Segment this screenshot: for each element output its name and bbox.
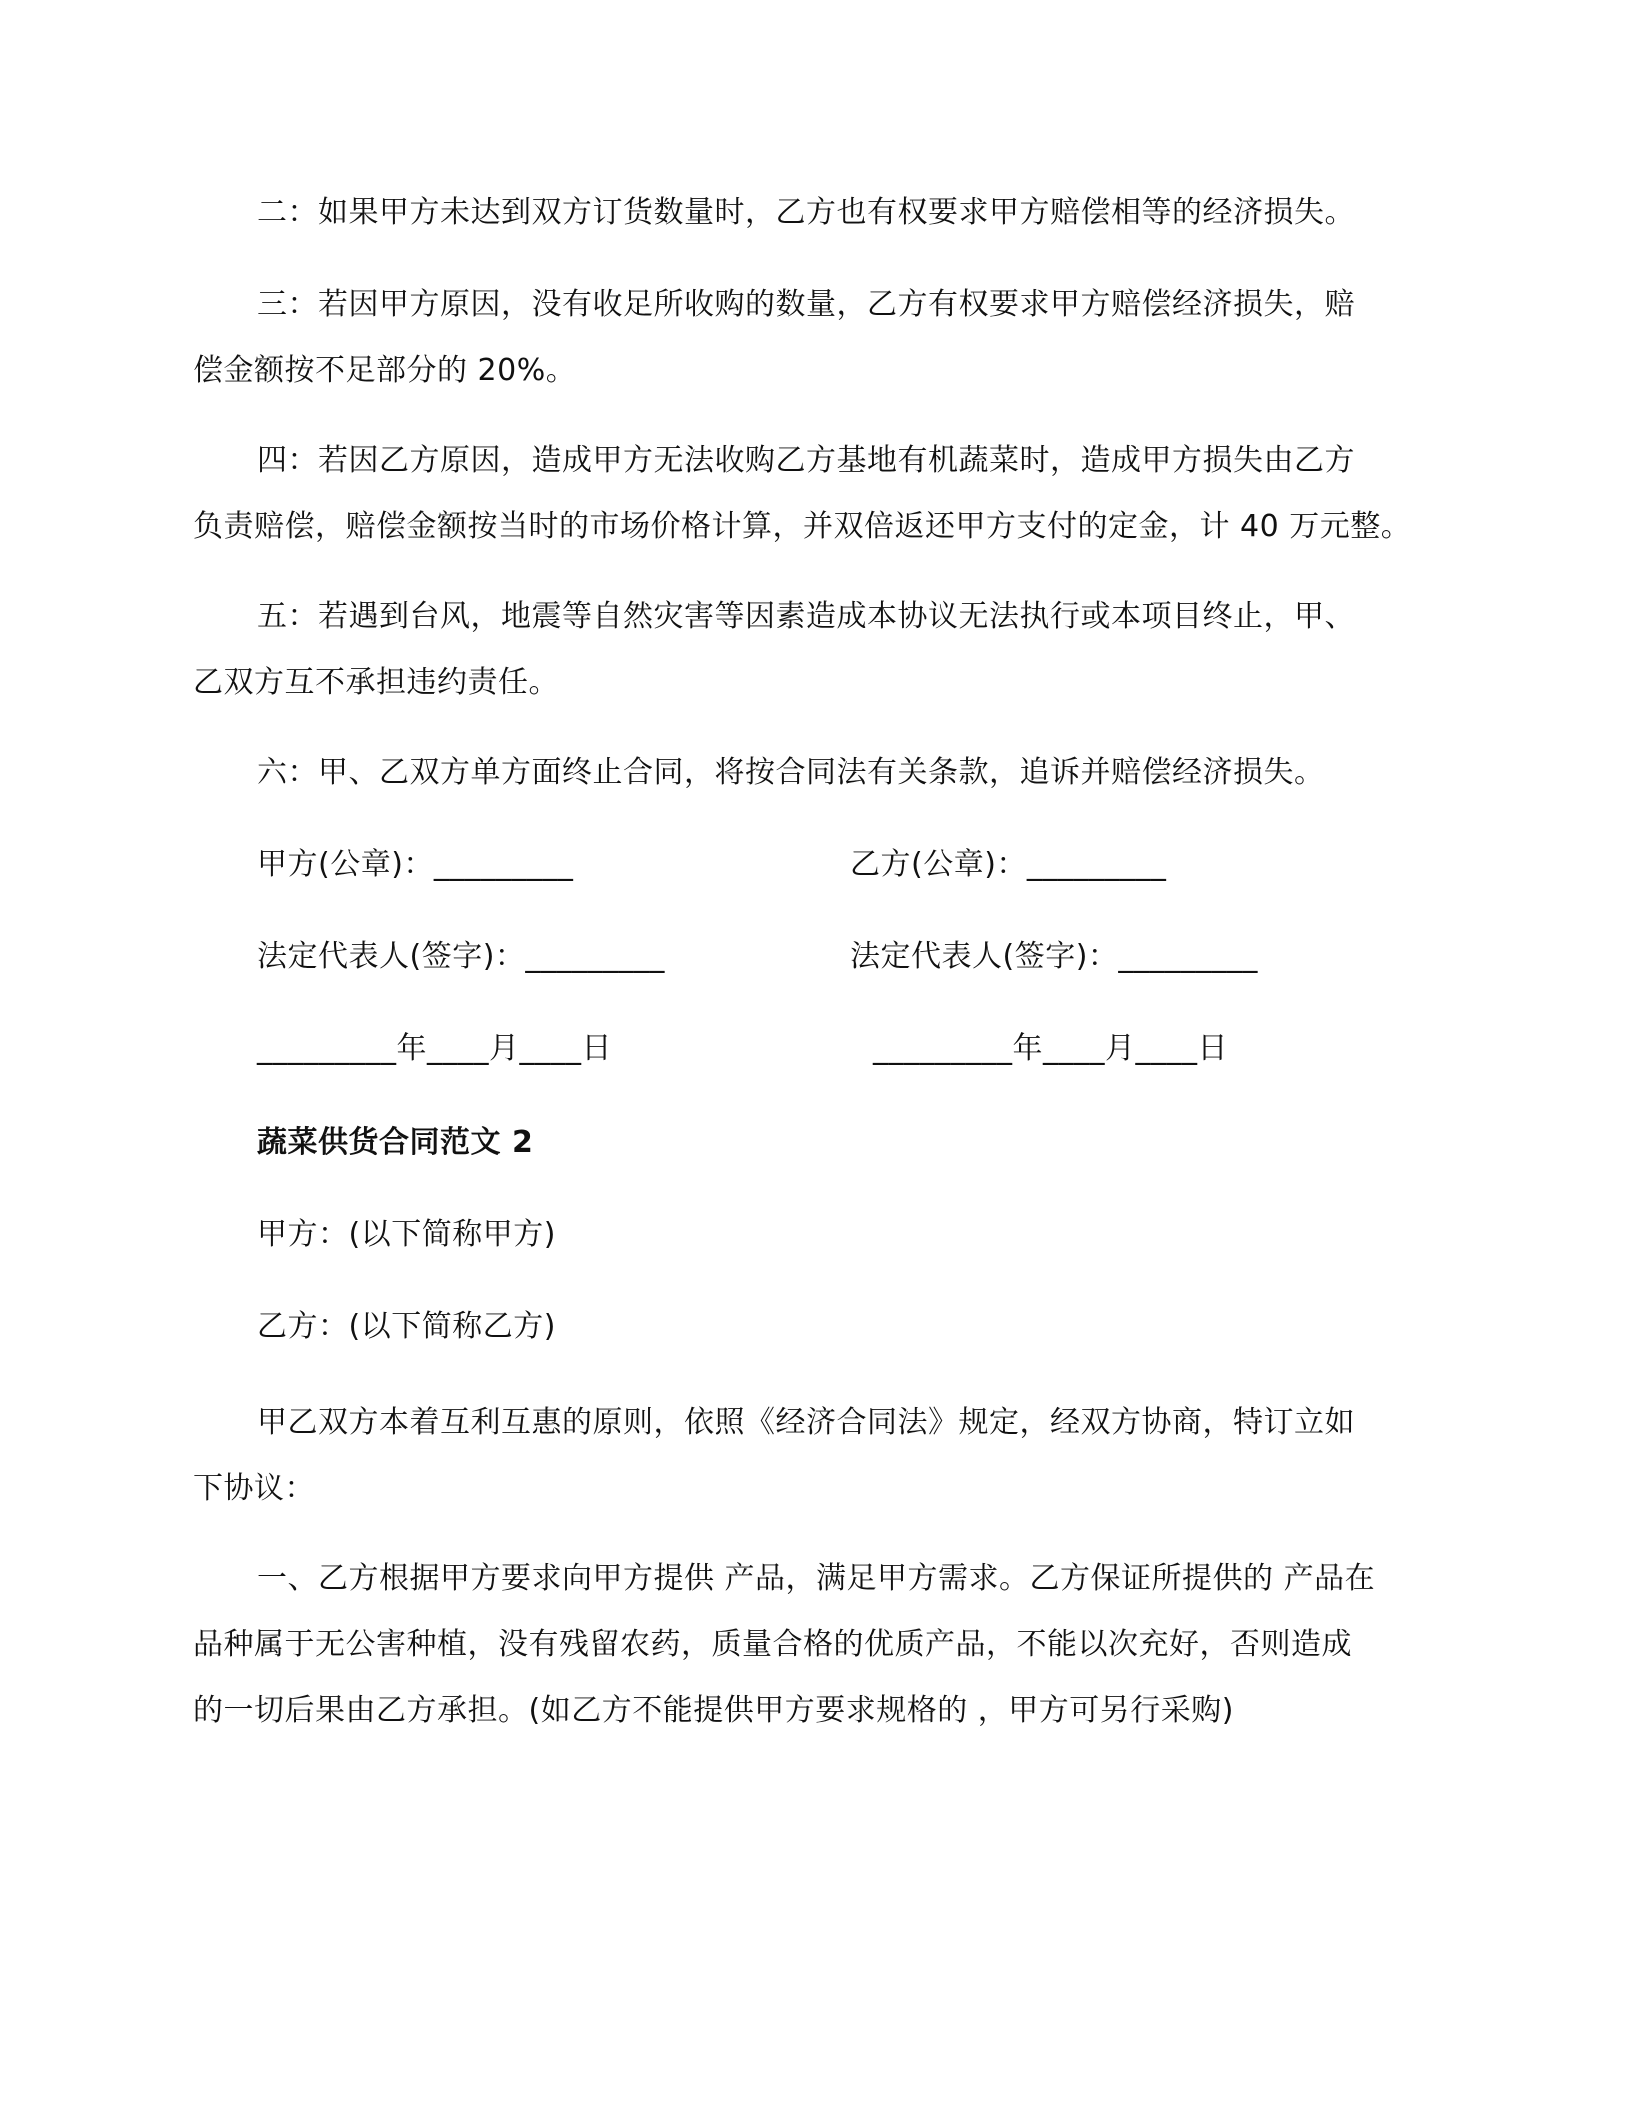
party-a-seal-line: 甲方(公章)：_________ — [257, 847, 574, 882]
clause-4-line-1: 四：若因乙方原因，造成甲方无法收购乙方基地有机蔬菜时，造成甲方损失由乙方 — [257, 443, 1355, 478]
intro-line-1: 甲乙双方本着互利互惠的原则，依照《经济合同法》规定，经双方协商，特订立如 — [257, 1405, 1355, 1440]
party-b-date-line: _________年____月____日 — [873, 1031, 1228, 1066]
party-b-rep-line: 法定代表人(签字)：_________ — [850, 939, 1258, 974]
party-b-definition: 乙方：(以下简称乙方) — [257, 1309, 556, 1344]
clause-5 — [193, 584, 1463, 716]
clause-6 — [193, 740, 1463, 806]
clause-6-line-1: 六：甲、乙双方单方面终止合同，将按合同法有关条款，追诉并赔偿经济损失。 — [257, 755, 1325, 790]
clause-5-line-1: 五：若遇到台风，地震等自然灾害等因素造成本协议无法执行或本项目终止，甲、 — [257, 599, 1355, 634]
clause-1-v2-line-1: 一、乙方根据甲方要求向甲方提供 产品，满足甲方需求。乙方保证所提供的 产品在 — [257, 1561, 1376, 1596]
party-a-definition: 甲方：(以下简称甲方) — [257, 1217, 556, 1252]
party-b-seal-line: 乙方(公章)：_________ — [850, 847, 1167, 882]
clause-1-v2-line-3: 的一切后果由乙方承担。(如乙方不能提供甲方要求规格的 ，甲方可另行采购) — [193, 1693, 1234, 1728]
clause-1-v2 — [193, 1546, 1463, 1744]
party-a-date-line: _________年____月____日 — [257, 1031, 612, 1066]
intro-paragraph — [193, 1390, 1463, 1522]
clause-2-line-1: 二：如果甲方未达到双方订货数量时，乙方也有权要求甲方赔偿相等的经济损失。 — [257, 195, 1355, 230]
clause-5-line-2: 乙双方互不承担违约责任。 — [193, 665, 559, 700]
clause-3-line-1: 三：若因甲方原因，没有收足所收购的数量，乙方有权要求甲方赔偿经济损失，赔 — [257, 287, 1355, 322]
clause-4 — [193, 428, 1463, 560]
clause-1-v2-line-2: 品种属于无公害种植，没有残留农药，质量合格的优质产品，不能以次充好，否则造成 — [193, 1627, 1352, 1662]
intro-line-2: 下协议： — [193, 1471, 315, 1506]
clause-3-line-2: 偿金额按不足部分的 20%。 — [193, 353, 577, 388]
section-heading: 蔬菜供货合同范文 2 — [257, 1125, 534, 1160]
clause-4-line-2: 负责赔偿，赔偿金额按当时的市场价格计算，并双倍返还甲方支付的定金，计 40 万元整。 — [193, 509, 1412, 544]
clause-2 — [193, 180, 1463, 246]
clause-3 — [193, 272, 1463, 404]
party-a-rep-line: 法定代表人(签字)：_________ — [257, 939, 665, 974]
